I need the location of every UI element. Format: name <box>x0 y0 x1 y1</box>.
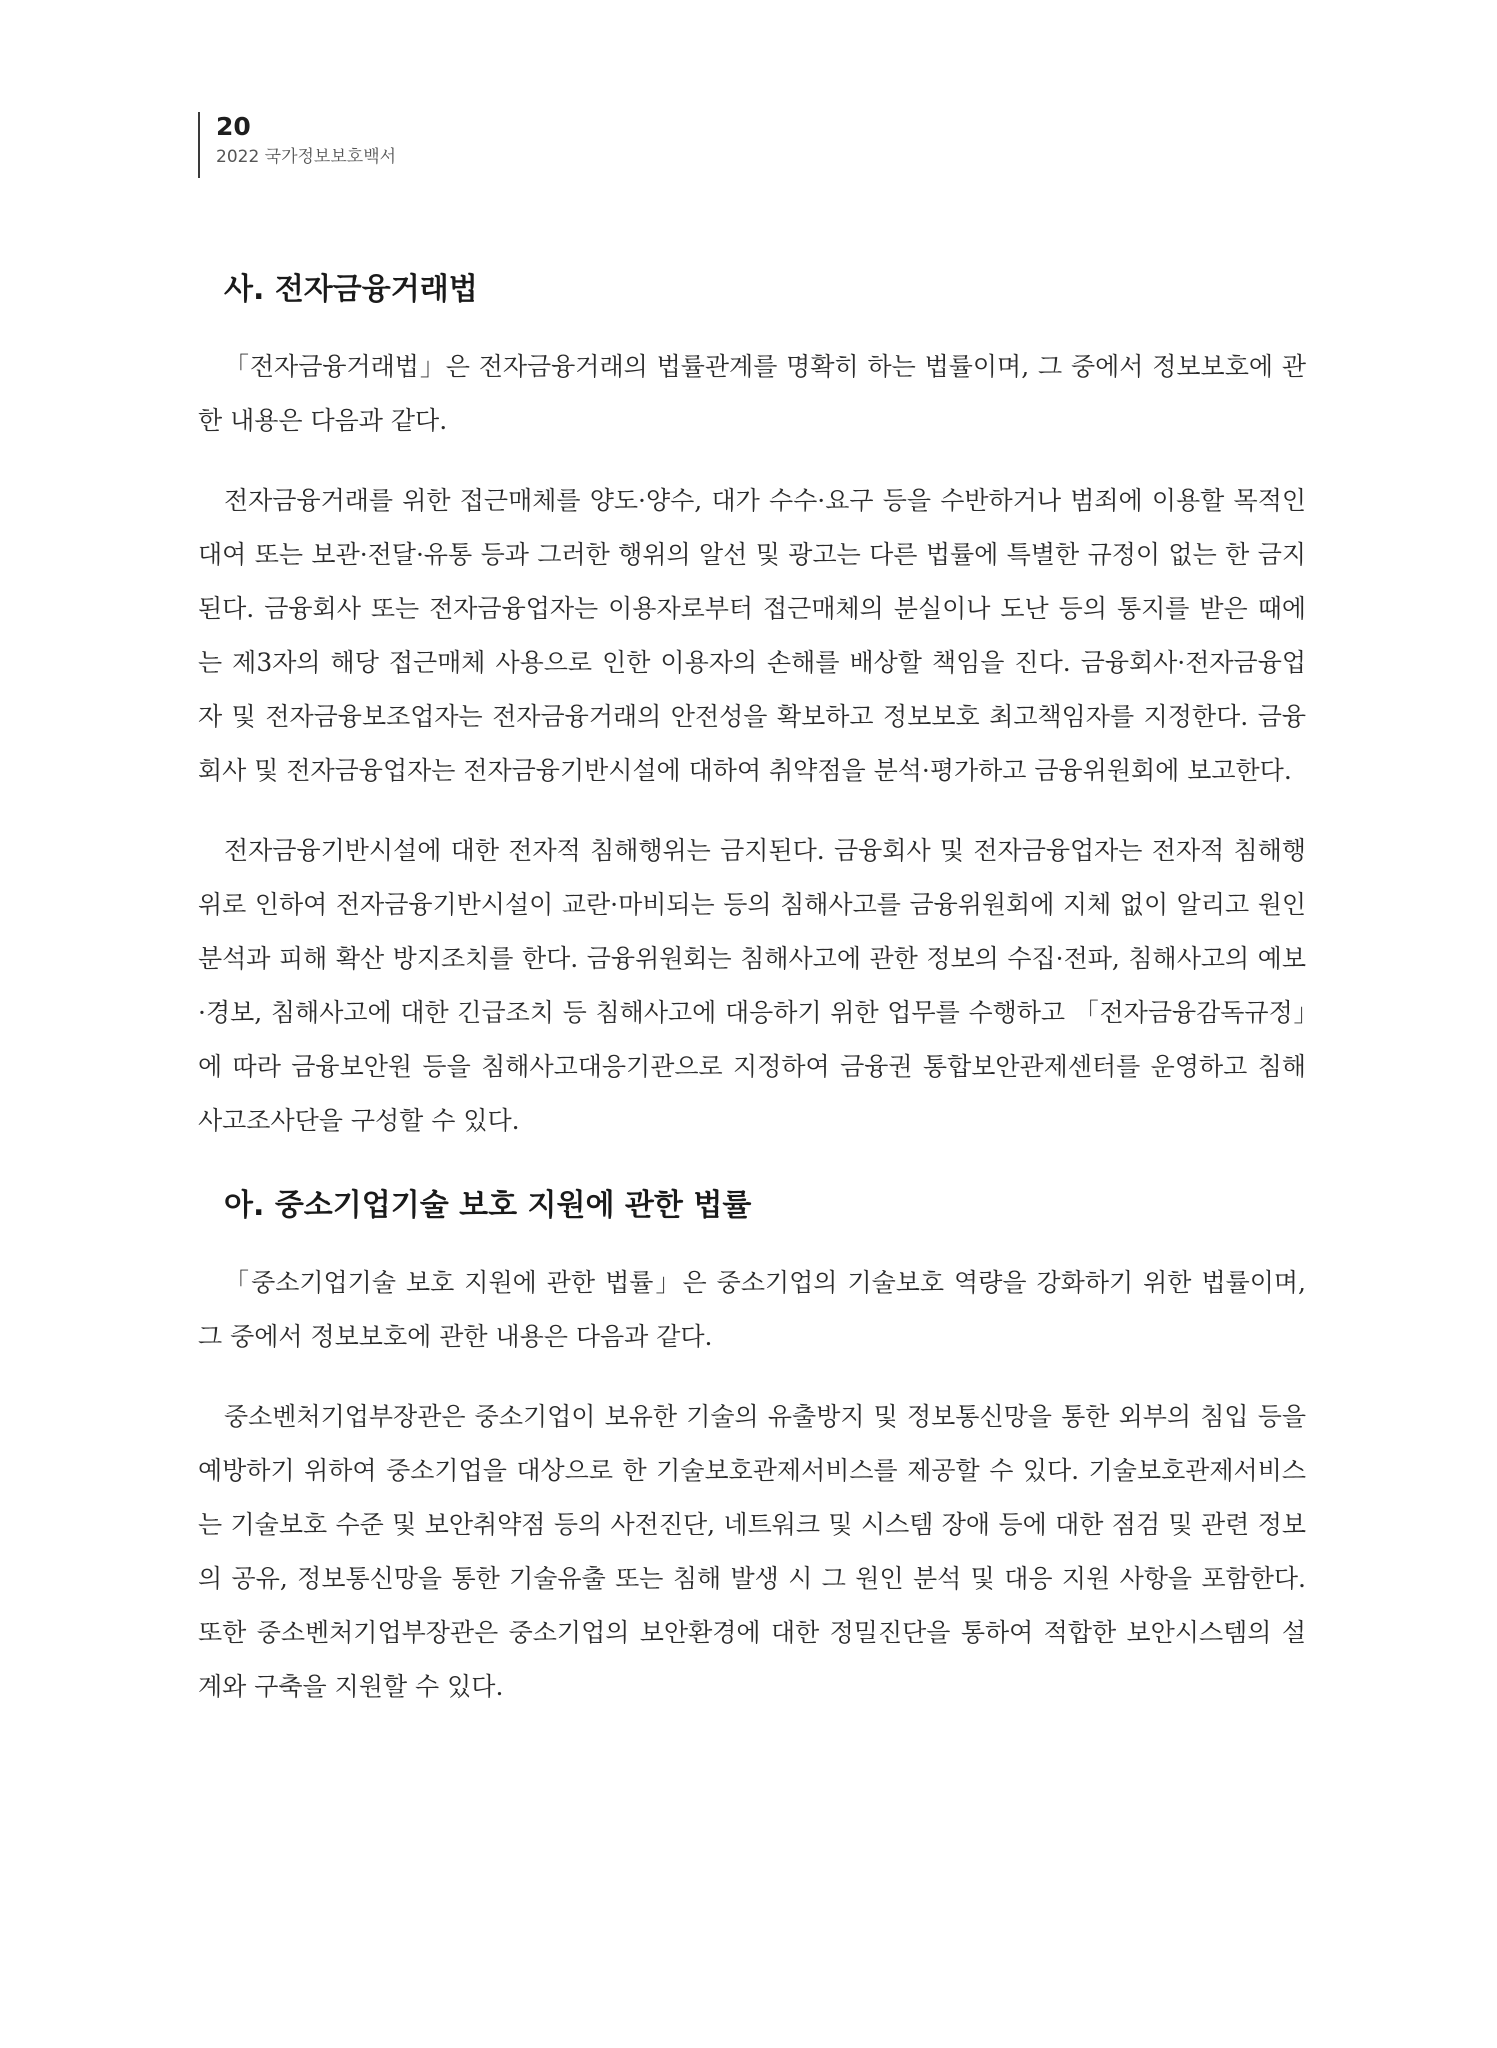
running-title: 2022 국가정보보호백서 <box>216 147 397 167</box>
paragraph: 「전자금융거래법」은 전자금융거래의 법률관계를 명확히 하는 법률이며, 그 중에서 정보보호에 관한 내용은 다음과 같다. <box>198 352 1306 435</box>
paragraph: 전자금융거래를 위한 접근매체를 양도·양수, 대가 수수·요구 등을 수반하거나 범죄에 이용할 목적인 대여 또는 보관·전달·유통 등과 그러한 행위의 알선 및 광고는 다른 법률에 특별한 규정이 없는 한 금지된다. 금융회사 또는 전자금융업자는 이용자로부터 접근매체의 분실이나 도난 등의 통지를 받은 때에는 제3자의 해당 접근매체 사용으로 인한 이용자의 손해를 배상할 책임을 진다. 금융회사·전자금융업자 및 전자금융보조업자는 전자금융거래의 안전성을 확보하고 정보보호 최고책임자를 지정한다. 금융회사 및 전자금융업자는 전자금융기반시설에 대하여 취약점을 분석·평가하고 금융위원회에 보고한다. <box>198 486 1306 785</box>
paragraph: 「중소기업기술 보호 지원에 관한 법률」은 중소기업의 기술보호 역량을 강화하기 위한 법률이며, 그 중에서 정보보호에 관한 내용은 다음과 같다. <box>198 1268 1306 1351</box>
document-body <box>198 270 1306 1752</box>
page-header <box>198 112 396 178</box>
paragraph: 중소벤처기업부장관은 중소기업이 보유한 기술의 유출방지 및 정보통신망을 통한 외부의 침입 등을 예방하기 위하여 중소기업을 대상으로 한 기술보호관제서비스를 제공할 수 있다. 기술보호관제서비스는 기술보호 수준 및 보안취약점 등의 사전진단, 네트워크 및 시스템 장애 등에 대한 점검 및 관련 정보의 공유, 정보통신망을 통한 기술유출 또는 침해 발생 시 그 원인 분석 및 대응 지원 사항을 포함한다. 또한 중소벤처기업부장관은 중소기업의 보안환경에 대한 정밀진단을 통하여 적합한 보안시스템의 설계와 구축을 지원할 수 있다. <box>198 1402 1306 1701</box>
section-electronic-financial-transactions-act <box>198 270 1306 1148</box>
section-heading: 사. 전자금융거래법 <box>224 272 478 307</box>
page-number: 20 <box>216 112 251 141</box>
section-sme-technology-protection-act <box>198 1186 1306 1714</box>
paragraph: 전자금융기반시설에 대한 전자적 침해행위는 금지된다. 금융회사 및 전자금융업자는 전자적 침해행위로 인하여 전자금융기반시설이 교란·마비되는 등의 침해사고를 금융위원회에 지체 없이 알리고 원인 분석과 피해 확산 방지조치를 한다. 금융위원회는 침해사고에 관한 정보의 수집·전파, 침해사고의 예보·경보, 침해사고에 대한 긴급조치 등 침해사고에 대응하기 위한 업무를 수행하고 「전자금융감독규정」에 따라 금융보안원 등을 침해사고대응기관으로 지정하여 금융권 통합보안관제센터를 운영하고 침해사고조사단을 구성할 수 있다. <box>198 836 1306 1135</box>
section-heading: 아. 중소기업기술 보호 지원에 관한 법률 <box>224 1188 752 1223</box>
